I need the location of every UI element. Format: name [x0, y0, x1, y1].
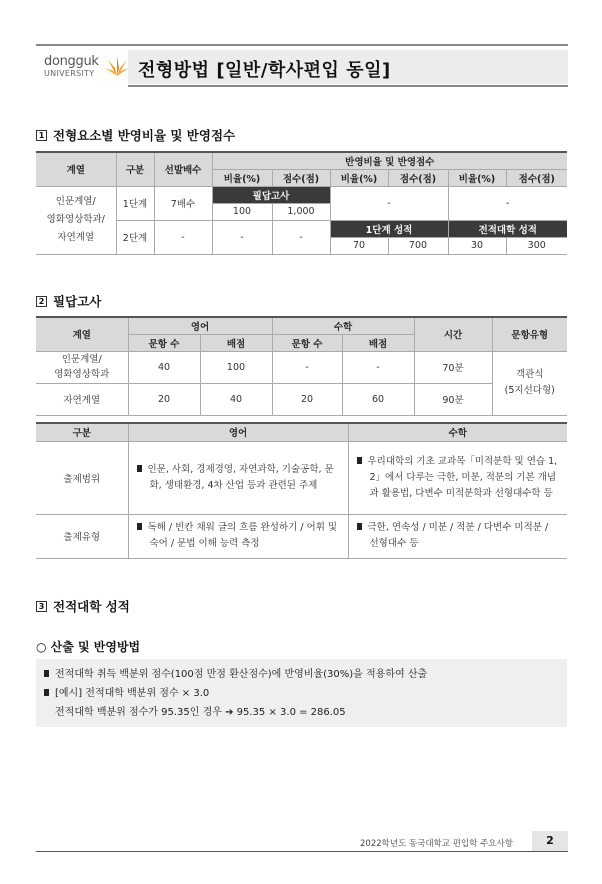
- header-question-type: 문항유형: [492, 317, 567, 351]
- type-english-cell: [128, 514, 348, 558]
- calc-method-box: [36, 659, 567, 727]
- header-top-rule: [36, 44, 568, 46]
- calc-line-1: [44, 665, 559, 684]
- written-exam-table: [36, 316, 567, 416]
- row1-math-points: -: [342, 351, 414, 383]
- footer-rule: [36, 851, 568, 852]
- header-count: 문항 수: [272, 334, 342, 351]
- footer-text: 2022학년도 동국대학교 편입학 주요사항: [360, 839, 513, 849]
- section3-title-text: 전적대학 성적: [53, 599, 130, 614]
- section2-number: 2: [36, 296, 47, 307]
- stage1-cell: 1단계: [116, 186, 154, 220]
- type-math-text: [357, 520, 560, 552]
- scope-english-text: [137, 462, 340, 494]
- section2-title: [36, 292, 101, 310]
- track-line: 인문계열/: [61, 354, 102, 365]
- header-score: 점수(점): [388, 169, 448, 186]
- scope-math-text: [357, 454, 560, 502]
- header-ratio: 비율(%): [330, 169, 388, 186]
- track-line: 영화영상학과: [54, 369, 110, 380]
- header-track: 계열: [36, 317, 128, 351]
- s1-dash-a: -: [330, 186, 448, 220]
- header-count: 문항 수: [128, 334, 200, 351]
- section3-title: [36, 597, 130, 615]
- section1-title: [36, 126, 235, 144]
- calc-text-1: 전적대학 취득 백분위 점수(100점 만점 환산점수)에 반영비율(30%)을 적용하여 산출: [55, 669, 428, 680]
- written-exam-label: 필답고사: [212, 186, 330, 203]
- header-math: 수학: [348, 423, 567, 441]
- s2-a-ratio: 70: [330, 237, 388, 254]
- multiple1-cell: 7배수: [154, 186, 212, 220]
- multiple2-cell: -: [154, 220, 212, 254]
- scope-math: 우리대학의 기초 교과목「미적분학 및 연습 1, 2」에서 다루는 극한, 미분, 적분의 기본 개념과 활용법, 다변수 미적분학과 선형대수학 등: [367, 455, 558, 499]
- header-time: 시간: [414, 317, 492, 351]
- header-score: 점수(점): [506, 169, 567, 186]
- header-multiple: 선발배수: [154, 152, 212, 186]
- type-english: 독해 / 빈칸 채워 글의 흐름 완성하기 / 어휘 및 숙어 / 문법 이해 능력 측정: [147, 522, 338, 549]
- header-reflect: 반영비율 및 반영점수: [212, 152, 567, 169]
- lotus-logo-icon: [104, 54, 130, 80]
- s2-dash-score: -: [272, 220, 330, 254]
- question-type-cell: [492, 351, 567, 415]
- row2-eng-count: 20: [128, 383, 200, 415]
- row2-time: 90분: [414, 383, 492, 415]
- scope-english-cell: [128, 441, 348, 514]
- header-english: 영어: [128, 423, 348, 441]
- prev-school-label: 전적대학 성적: [448, 220, 567, 237]
- row2-eng-points: 40: [200, 383, 272, 415]
- s1-score: 1,000: [272, 203, 330, 220]
- header-track: 계열: [36, 152, 116, 186]
- page-number: 2: [532, 831, 568, 851]
- calc-line-2: [44, 684, 559, 703]
- scope-math-cell: [348, 441, 567, 514]
- page-title-box: [128, 50, 568, 84]
- header-stage: 구분: [116, 152, 154, 186]
- type-line: 객관식: [515, 369, 544, 380]
- header-score: 점수(점): [272, 169, 330, 186]
- page-header: [36, 44, 568, 88]
- row1-time: 70분: [414, 351, 492, 383]
- scope-label: 출제범위: [36, 441, 128, 514]
- header-math: 수학: [272, 317, 414, 334]
- row1-eng-count: 40: [128, 351, 200, 383]
- row1-math-count: -: [272, 351, 342, 383]
- header-english: 영어: [128, 317, 272, 334]
- row1-eng-points: 100: [200, 351, 272, 383]
- bullet-icon: [137, 465, 142, 472]
- stage2-cell: 2단계: [116, 220, 154, 254]
- section2-title-text: 필답고사: [53, 294, 102, 309]
- page-title: 전형방법 [일반/학사편입 동일]: [138, 60, 391, 81]
- section3-number: 3: [36, 601, 47, 612]
- calc-method-title: ○ 산출 및 반영방법: [36, 640, 141, 654]
- exam-scope-table: [36, 422, 567, 559]
- track-line: 자연계열: [57, 232, 95, 243]
- row1-track: [36, 351, 128, 383]
- row2-math-count: 20: [272, 383, 342, 415]
- logo-subtext: UNIVERSITY: [44, 69, 95, 78]
- bullet-icon: [357, 523, 362, 530]
- type-math-cell: [348, 514, 567, 558]
- calc-text-2: [예시] 전적대학 백분위 점수 × 3.0: [55, 688, 210, 699]
- row2-math-points: 60: [342, 383, 414, 415]
- s2-dash-ratio: -: [212, 220, 272, 254]
- dongguk-logo: [42, 54, 128, 82]
- type-math: 극한, 연속성 / 미분 / 적분 / 다변수 미적분 / 선형대수 등: [367, 522, 549, 549]
- s2-b-score: 300: [506, 237, 567, 254]
- scope-english: 인문, 사회, 경제경영, 자연과학, 기술공학, 문화, 생태환경, 4차 산업 등과 관련된 주제: [147, 463, 334, 491]
- header-points: 배점: [200, 334, 272, 351]
- bullet-icon: [357, 457, 362, 464]
- selection-ratio-table: [36, 151, 567, 255]
- type-line: (5지선다형): [504, 385, 555, 396]
- s2-b-ratio: 30: [448, 237, 506, 254]
- header-bottom-rule: [128, 85, 568, 87]
- bullet-icon: [44, 670, 49, 677]
- calc-text-3: 전적대학 백분위 점수가 95.35인 경우 ➔ 95.35 × 3.0 = 286.05: [55, 707, 346, 718]
- bullet-icon: [137, 523, 142, 530]
- type-english-text: [137, 520, 340, 552]
- s1-dash-b: -: [448, 186, 567, 220]
- header-ratio: 비율(%): [212, 169, 272, 186]
- header-ratio: 비율(%): [448, 169, 506, 186]
- logo-text: dongguk: [44, 54, 99, 69]
- calc-line-3: [44, 703, 559, 722]
- stage1-result-label: 1단계 성적: [330, 220, 448, 237]
- header-category: 구분: [36, 423, 128, 441]
- s1-ratio: 100: [212, 203, 272, 220]
- bullet-icon: [44, 689, 49, 696]
- row2-track: 자연계열: [36, 383, 128, 415]
- track-line: 인문계열/: [55, 196, 96, 207]
- track-line: 영화영상학과/: [46, 214, 105, 225]
- s2-a-score: 700: [388, 237, 448, 254]
- type-label: 출제유형: [36, 514, 128, 558]
- section1-title-text: 전형요소별 반영비율 및 반영점수: [53, 128, 236, 143]
- section1-number: 1: [36, 130, 47, 141]
- track-cell: [36, 186, 116, 254]
- header-points: 배점: [342, 334, 414, 351]
